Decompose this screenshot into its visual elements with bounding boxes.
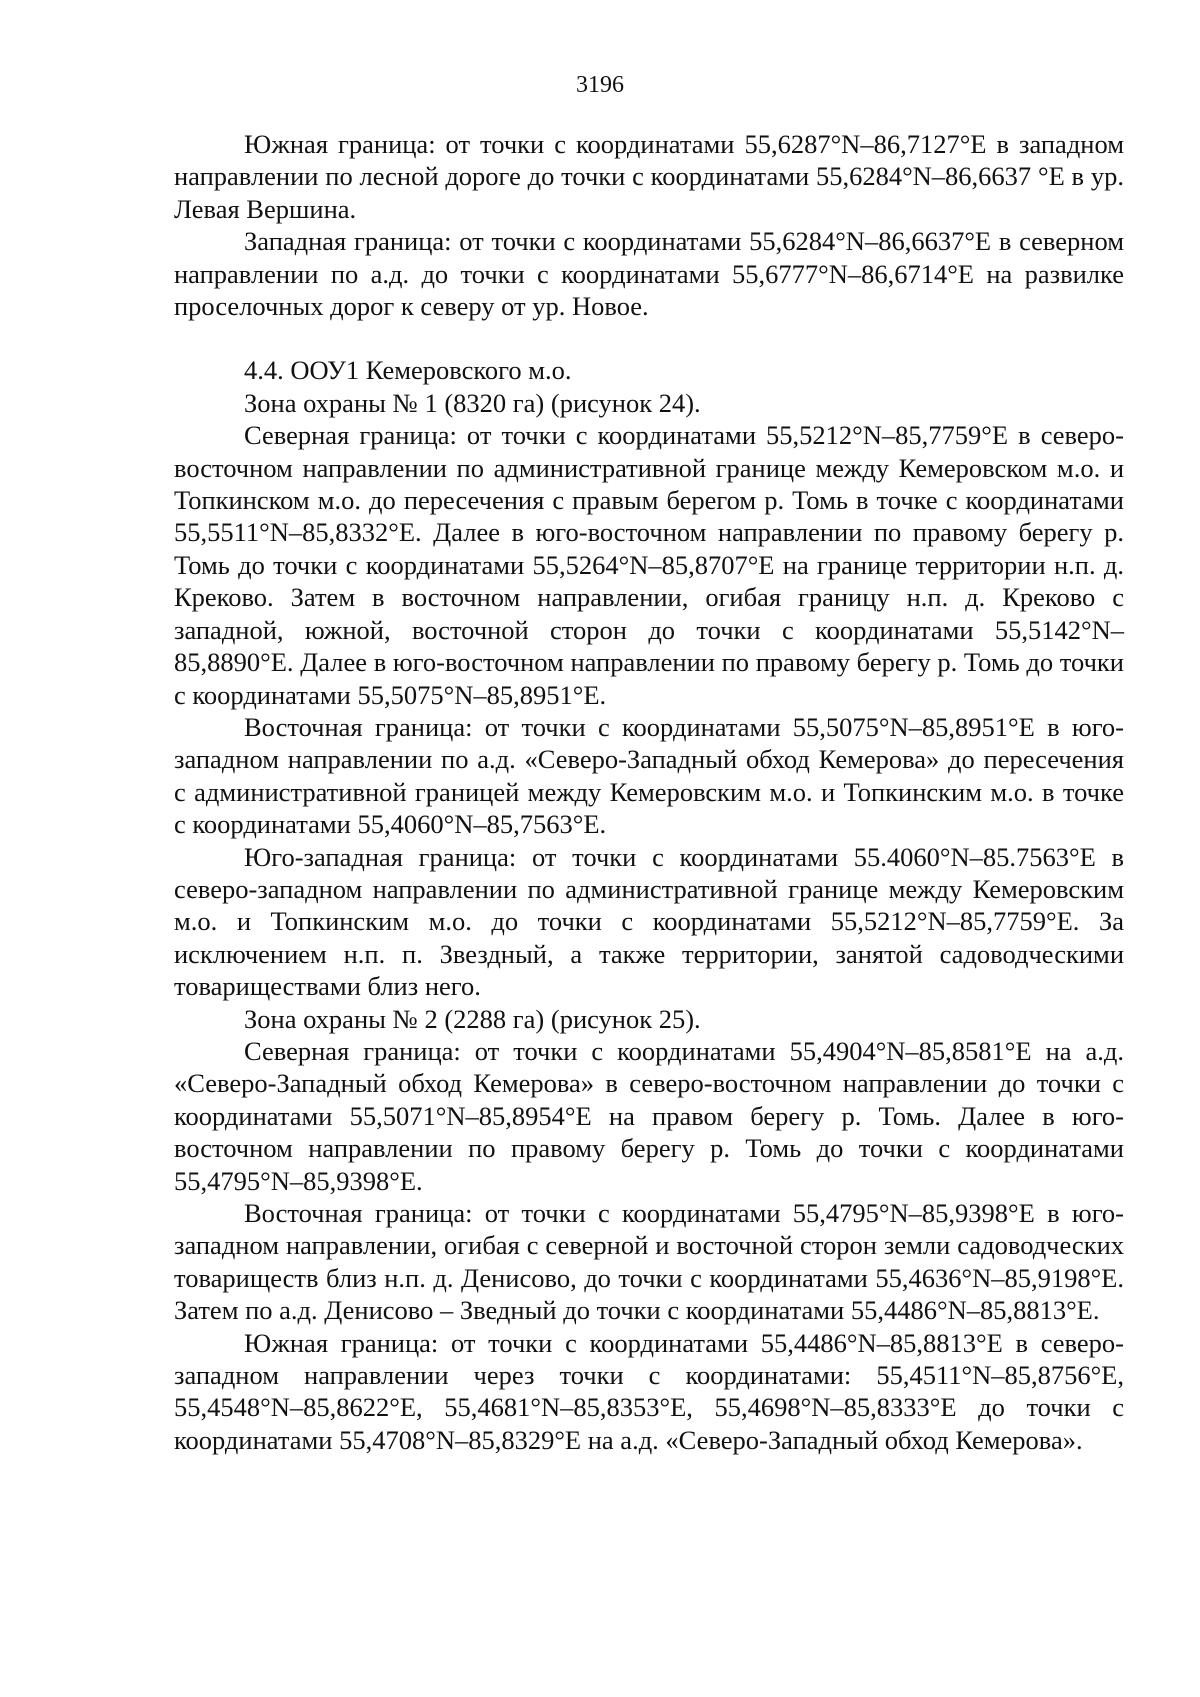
paragraph-southern-border-zone-2: Южная граница: от точки с координатами 55,4486°N–85,8813°E в северо-западном направлении через точки с координатами: 55,4511°N–85,8756°E, 55,4548°N–85,8622°E, 55,4681°N–85,8353°E, 55,4698°N–85,8333°E до точки с координатами 55,4708°N–85,8329°E на а.д. «Северо-Западный обход Кемерова». (174, 1327, 1124, 1455)
paragraph-southwestern-border-zone-1: Юго-западная граница: от точки с координатами 55.4060°N–85.7563°E в северо-западном направлении по административной границе между Кемеровским м.о. и Топкинским м.о. до точки с координатами 55,5212°N–85,7759°E. За исключением н.п. п. Звездный, а также территории, занятой садоводческими товариществами близ него. (174, 841, 1124, 1002)
document-body (174, 128, 1124, 1456)
zone-heading-1: Зона охраны № 1 (8320 га) (рисунок 24). (244, 387, 701, 418)
paragraph-eastern-border-zone-1: Восточная граница: от точки с координатами 55,5075°N–85,8951°E в юго-западном направлении по а.д. «Северо-Западный обход Кемерова» до пересечения с административной границей между Кемеровским м.о. и Топкинским м.о. в точке с координатами 55,4060°N–85,7563°E. (174, 711, 1124, 840)
paragraph-northern-border-zone-2: Северная граница: от точки с координатами 55,4904°N–85,8581°E на а.д. «Северо-Западный обход Кемерова» в северо-восточном направлении до точки с координатами 55,5071°N–85,8954°E на правом берегу р. Томь. Далее в юго-восточном направлении по правому берегу р. Томь до точки с координатами 55,4795°N–85,9398°E. (174, 1035, 1124, 1196)
section-heading: 4.4. ООУ1 Кемеровского м.о. (244, 355, 572, 386)
paragraph-eastern-border-zone-2: Восточная граница: от точки с координатами 55,4795°N–85,9398°E в юго-западном направлении, огибая с северной и восточной сторон земли садоводческих товариществ близ н.п. д. Денисово, до точки с координатами 55,4636°N–85,9198°E. Затем по а.д. Денисово – Зведный до точки с координатами 55,4486°N–85,8813°E. (174, 1198, 1124, 1326)
paragraph-western-border-1: Западная граница: от точки с координатами 55,6284°N–86,6637°E в северном направлении по а.д. до точки с координатами 55,6777°N–86,6714°E на развилке проселочных дорог к северу от ур. Новое. (174, 226, 1124, 322)
paragraph-northern-border-zone-1: Северная граница: от точки с координатами 55,5212°N–85,7759°E в северо-восточном направлении по административной границе между Кемеровском м.о. и Топкинском м.о. до пересечения с правым берегом р. Томь в точке с координатами 55,5511°N–85,8332°E. Далее в юго-восточном направлении по правому берегу р. Томь до точки с координатами 55,5264°N–85,8707°E на границе территории н.п. д. Креково. Затем в восточном направлении, огибая границу н.п. д. Креково с западной, южной, восточной сторон до точки с координатами 55,5142°N–85,8890°E. Далее в юго-восточном направлении по правому берегу р. Томь до точки с координатами 55,5075°N–85,8951°E. (174, 420, 1124, 710)
paragraph-southern-border-1: Южная граница: от точки с координатами 55,6287°N–86,7127°E в западном направлении по лесной дороге до точки с координатами 55,6284°N–86,6637 °E в ур. Левая Вершина. (174, 129, 1124, 224)
zone-heading-2: Зона охраны № 2 (2288 га) (рисунок 25). (244, 1003, 701, 1034)
page-number: 3196 (576, 72, 624, 98)
